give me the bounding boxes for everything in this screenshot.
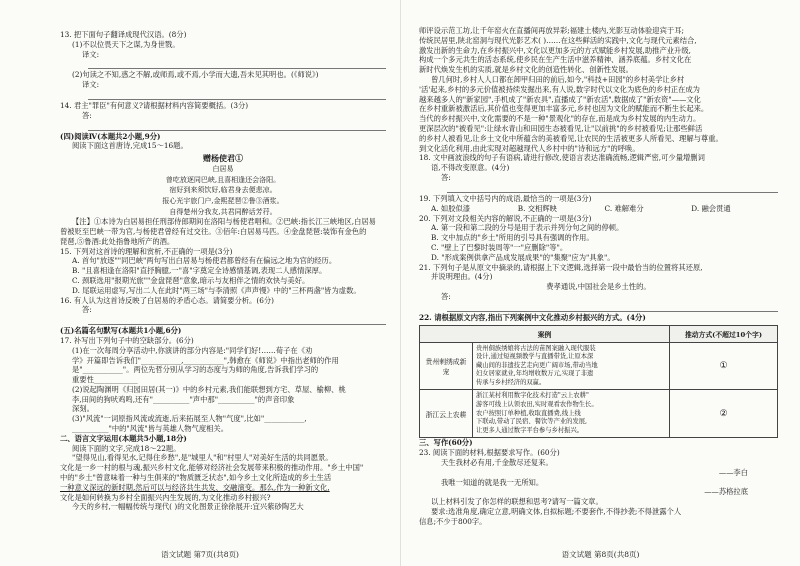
- q22-answer-blank-1[interactable]: ①: [670, 342, 778, 390]
- q17-1-line-d: 重要性____________: [72, 375, 138, 385]
- poem-title: 赠杨使君①: [203, 153, 243, 164]
- desc-line: 游客可线上认领农田,实时观看农作物生长。: [476, 401, 598, 409]
- passage-line: '活'起来,乡村的多元价值被持续发掘出来,有人说,数字时代以文化为底色的乡村正在成为: [419, 84, 700, 94]
- passage-line: 激发出新的生命力,在乡村振兴中,文化以更加多元的方式赋能乡村发展,助推产业升级,: [419, 45, 691, 55]
- q21-heading-cont: 并说明理由。(4分): [431, 272, 493, 282]
- q18-heading: 18. 文中画波浪线的句子有语病,请进行修改,使语言表达准确流畅,逻辑严密,可少量增删词: [419, 153, 705, 163]
- q16-heading: 16. 有人认为这首诗反映了白居易的矛盾心态。请简要分析。(6分): [60, 295, 274, 305]
- q22-case-desc: [473, 390, 670, 438]
- passage-line: 越来越多人的"新家园",手机成了"新农具",直播成了"新农活",数据成了"新农资"——文化: [419, 94, 701, 104]
- q22-answer-blank-2[interactable]: ②: [670, 390, 778, 438]
- passage-line: 今天的乡村,一幅幅传统与现代( )的文化图景正徐徐展开:宜兴紫砂陶艺大: [72, 502, 304, 512]
- material-2: 我唯一知道的就是我一无所知。: [441, 477, 544, 487]
- poem-note-1: 【注】①本诗为白居易担任刑部侍郎期间在洛阳与杨使君唱和。②巴峡:指长江三峡地区,白居易: [72, 217, 376, 227]
- q18-heading-cont: 语,不得改变原意。(4分): [431, 163, 510, 173]
- passage-line: 文化是一乡一村的根与魂,振兴乡村文化,能够对经济社会发展带来积极的推动作用。"乡土中国": [60, 463, 364, 473]
- material-2-source: ——苏格拉底: [704, 487, 748, 497]
- part-2-heading: 二、语言文字运用(本题共5小题,18分): [60, 433, 187, 443]
- table-row: [420, 390, 778, 438]
- desc-line: 浙江某村利用数字化技术打造"云上农耕": [476, 392, 589, 400]
- desc-line: 农户按照订单种植,收取直播费,线上线: [476, 409, 581, 417]
- poem-line-3: 报心光宇旅门户,金熙琵琶②鲁③酒浆。: [162, 196, 284, 205]
- writing-requirements-cont: 信息;不少于800字。: [419, 516, 487, 526]
- writing-prompt: 以上材料引发了你怎样的联想和思考?请写一篇文章。: [431, 497, 603, 507]
- passage-line: 曾几何时,乡村人人口都在卸甲归田的前后,如今,"科技+田园"的乡村美学让乡村: [431, 74, 685, 84]
- q18-answer-label: 答:: [441, 172, 451, 182]
- poem-line-1: 曾吃放逐同巴峡,且喜相逢还会洛阳。: [165, 175, 281, 184]
- q19-option-c[interactable]: C. 难解难分: [604, 203, 644, 213]
- passage-line: 当代的乡村振兴中,文化需要的不是一种"景观化"的存在,而是成为乡村发展的内生动力。: [419, 114, 701, 124]
- answer-line[interactable]: [88, 121, 386, 131]
- answer-line[interactable]: [88, 59, 386, 69]
- passage-line: 在乡村重新被激活后,其价值也变得更加丰富多元,乡村也因为文化的赋能而不断生长起来。: [419, 104, 709, 114]
- q13-sentence-1: (1)不以位畏天下之谋,为身世戮。: [72, 39, 180, 49]
- passage-line: 更深层次的"被看见":让绿水青山和田园生态被看见,让"以前挑"的乡村被看见;让那些鲜活: [419, 123, 703, 133]
- poem-line-4: 自得楚州分我友,共君同醉话芳荇。: [169, 207, 277, 216]
- q20-option-b[interactable]: B. 文中加点的"乡土"所用的引号具有强调的作用。: [431, 233, 594, 243]
- section-4-heading: (四)阅读Ⅳ(本题共2小题,9分): [60, 131, 161, 141]
- q19-option-d[interactable]: D. 融会贯通: [691, 203, 731, 213]
- desc-line: 藏山间的非遗技艺走向更广阔市场,带动当地: [476, 361, 598, 369]
- page-footer-8: 语文试题 第8页(共8页): [561, 550, 640, 559]
- answer-line[interactable]: [447, 302, 778, 312]
- q15-option-a[interactable]: A. 首句"放逐""同巴峡"两句写出白居易与杨使君都曾经有在偏远之地为官的经历。: [72, 256, 337, 266]
- q13-sentence-2: (2)句读之不知,惑之不解,或师焉,或不焉,小学而大遗,吾未见其明也。(《师说》): [72, 70, 319, 80]
- q17-1-line-a: (1)在一次每周分享活动中,你演讲的部分内容是:"同学们好!……荀子在《劝: [72, 345, 313, 355]
- q22-case-desc: [473, 342, 670, 390]
- poem-note-2: 曾被贬至巴峡一带为官,与杨使君曾经有过交往。③佰年:白居易马匹。④金盘琵琶:装饰有金色的: [60, 226, 367, 236]
- q17-1-line-c: 是"___________"。两位先哲分别从学习的态度与为师的角度,告诉我们学习的: [72, 365, 319, 375]
- passage-line: 新时代焕发生机的实质,就是乡村文化的创造性转化、创新性发展。: [419, 65, 633, 75]
- desc-line: 下联动,带动了民宿、餐饮等产业的发展,: [476, 418, 588, 426]
- q21-heading: 21. 下列句子是从原文中摘录的,请根据上下文逻辑,选择第一段中最恰当的位置将其还原,: [419, 262, 703, 272]
- q17-2-line-a: (2)说起陶渊明《归园田居(其一)》中的乡村元素,我们能联想到方宅、草屋、榆柳、桃: [72, 384, 346, 394]
- section-4-intro: 阅读下面这首唐诗,完成15～16题。: [72, 141, 188, 151]
- q21-quote: 费孝通说,中国社会是乡土性的。: [546, 282, 651, 292]
- passage-line: "望得见山,看得见水,记得住乡愁",是"城里人"和"村里人"对美好生活的共同愿景。: [72, 453, 333, 463]
- passage-line: 传统民居里,陕北窑洞与现代光影艺术( )……在这些鲜活的实践中,文化与现代元素结合,: [419, 35, 697, 45]
- passage-line: 的乡村人被看见,让乡土文化中所蕴含的美被看见,让农民的生活被更多人所看见、理解与尊重。: [419, 133, 723, 143]
- answer-line[interactable]: [88, 90, 386, 100]
- q22-table: [419, 325, 778, 439]
- part-3-heading: 三、写作(60分): [419, 438, 473, 448]
- q22-case-name: 贵州剌绣成新宠: [420, 342, 473, 390]
- passage-line: 构成一个多元共生的活态系统,使乡民在生产生活中滋养精神、涵养底蕴。乡村文化在: [419, 55, 692, 65]
- q22-case-name: 浙江云上农耕: [420, 390, 473, 438]
- q17-1-line-b: 学》开篇即告诉我们"___________,___________",韩愈在《师说》中指出老师的作用: [72, 355, 339, 365]
- table-row: [420, 342, 778, 390]
- page-footer-7: 语文试题 第7页(共8页): [161, 550, 239, 559]
- q13-answer-label-2: 译文:: [82, 80, 100, 90]
- answer-line[interactable]: [447, 183, 778, 193]
- poem-author: 白居易: [212, 165, 234, 174]
- q17-2-line-c: 深刻。: [72, 404, 94, 414]
- poem-line-2: 宿好到来须饮好,临君身去便悲凉。: [169, 186, 277, 195]
- q15-heading: 15. 下列对这首诗的理解和赏析,不正确的一项是(3分): [60, 246, 233, 256]
- q22-col-case: 案例: [420, 325, 670, 342]
- desc-line: 妇女居家就业,年均增收数万元,实现了非遗: [476, 370, 594, 378]
- q23-heading: 23. 阅读下面的材料,根据要求写作。(60分): [419, 448, 560, 458]
- q20-option-a[interactable]: A. 第一段和第二段的分号是用于表示并列分句之间的停顿。: [431, 223, 624, 233]
- passage-line: 师评设示范工坊,让千年窑火在直播间再放异彩;福建土楼内,光影互动体验迎宾于耳;: [419, 26, 684, 35]
- q20-heading: 20. 下列对文段相关内容的解说,不正确的一项是(3分): [419, 213, 592, 223]
- material-1-source: ——李白: [718, 467, 748, 477]
- q19-options: [419, 204, 778, 214]
- q17-2-line-b: 李,田间的狗吠鸡鸣,还有"__________"声中那"__________"的声音印象: [72, 394, 295, 404]
- q14-heading: 14. 君主"罪臣"有何意义?请根据材料内容简要概括。(3分): [60, 100, 249, 110]
- q19-option-a[interactable]: A. 如胶似漆: [431, 203, 471, 213]
- q16-answer-label: 答:: [82, 305, 92, 315]
- passage-wavy-line: 一种意义深远的新时期,然后可以与经济共生共发、交融演变。那么,作为一种新文化,: [60, 482, 330, 492]
- desc-line: 贵州侗族绣娘将古法的苗图案融入现代服装: [476, 344, 596, 352]
- desc-line: 设计,通过短视频教学与直播带货,让原本深: [476, 353, 594, 361]
- answer-line[interactable]: [88, 315, 386, 325]
- q13-heading: 13. 把下面句子翻译成现代汉语。(8分): [60, 30, 187, 39]
- q22-heading: 22. 请根据原文内容,指出下列案例中文化推动乡村振兴的方式。(4分): [419, 312, 646, 322]
- q17-3-line-a: (3)"风流"一词原指风流或流逝,后来拓展至人物"气度",比如"___________,: [72, 414, 307, 424]
- material-1: 天生我材必有用,千金散尽还复来。: [441, 458, 553, 468]
- q15-option-b[interactable]: B. "且喜相逢在洛阳"直抒胸臆,一"喜"字奠定全诗感情基调,表现二人感情深厚。: [72, 266, 327, 276]
- q17-heading: 17. 补写出下列句子中的空缺部分。(6分): [60, 335, 194, 345]
- passage-line: 文化是如何转换为乡村全面振兴内生发展的,为文化推动乡村振兴?: [60, 492, 271, 502]
- desc-line: 传承与乡村经济的双赢。: [476, 378, 546, 386]
- desc-line: 让更多人通过数字平台参与乡村振兴。: [476, 426, 584, 434]
- writing-requirements: 要求:选准角度,确定立意,明确文体,自拟标题;不要套作,不得抄袭;不得泄露个人: [431, 507, 682, 517]
- q19-option-b[interactable]: B. 交相辉映: [517, 203, 557, 213]
- q15-option-d[interactable]: D. 尾联运用虚写,写出二人在此时"两三场"与李清照《声声慢》中的"三杯两盏"皆为虚数。: [72, 285, 361, 295]
- q21-answer-label: 答:: [441, 291, 451, 301]
- q22-col-method: 推动方式(不超过10个字): [670, 325, 778, 342]
- q14-answer-label: 答:: [82, 110, 92, 120]
- q20-option-d[interactable]: D. "形成案例供拿产品成发展成果"的"集聚"应为"具象"。: [431, 252, 615, 262]
- passage-line: 中的"乡土"曾意味着一种与生俱来的"物质匮乏状态",如今乡土文化所造成的乡土生活: [60, 473, 332, 483]
- q13-answer-label-1: 译文:: [82, 49, 100, 59]
- poem-note-3: 琵琶,⑤鲁酒:此处指鲁地所产的酒。: [60, 236, 175, 246]
- section-5-heading: (五)名篇名句默写(本题共1小题,6分): [60, 326, 182, 336]
- exam-page-8: [400, 0, 800, 566]
- q20-option-c[interactable]: C. "壁上了巴黎时装周等"一"应删除"等"。: [431, 242, 568, 252]
- part-2-intro: 阅读下面的文字,完成18～22题。: [72, 443, 181, 453]
- q19-heading: 19. 下列填入文中括号内的成语,最恰当的一项是(3分): [419, 193, 592, 203]
- passage-line: 到文化活化利用,由此实现对超越现代人乡村中的"诗和远方"的呼唤。: [419, 143, 640, 153]
- q17-3-line-b: __________"中的"风流"皆与英雄人物气度相关。: [72, 424, 229, 434]
- q15-option-c[interactable]: C. 颈联选用"报期光旅""金盘琵琶"意象,暗示与友相伴之情的欢快与美好。: [72, 275, 310, 285]
